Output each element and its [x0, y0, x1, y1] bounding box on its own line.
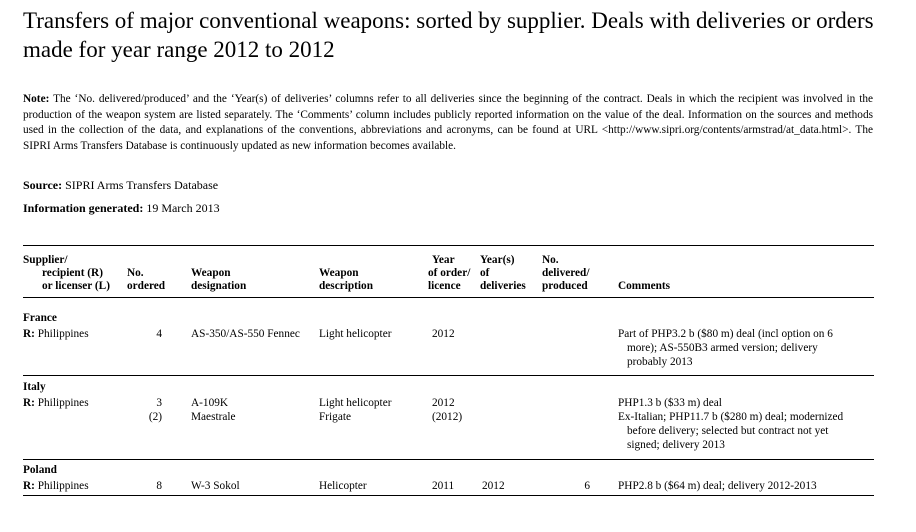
comment-line: signed; delivery 2013 [627, 439, 725, 451]
comment-line: Ex-Italian; PHP11.7 b ($280 m) deal; modernized [618, 411, 844, 423]
recipient-name: Philippines [37, 397, 89, 409]
no-ordered-cell: 3 [156, 397, 162, 409]
page-title: Transfers of major conventional weapons: sorted by supplier. Deals with deliveries or orders made for year range 2012 to 2012 [23, 8, 874, 62]
header-year-order-2: of order/ [428, 267, 471, 279]
comment-line: Part of PHP3.2 b ($80 m) deal (incl option on 6 [618, 328, 833, 340]
description-cell: Light helicopter [319, 328, 392, 340]
group-divider [23, 459, 874, 460]
source-line [23, 178, 218, 193]
note-text: The ‘No. delivered/produced’ and the ‘Year(s) of deliveries’ columns refer to all deliveries since the beginning of the contract. Deals in which the recipient was involved in the production of the weapon system are listed separately. The ‘Comments’ column includes publicly reported information on the value of the deal. Information on the sources and methods used in the collection of the data, and explanations of the conventions, abbreviations and acronyms, can be found at URL <http://www.sipri.org/contents/armstrad/at_data.html>. The SIPRI Arms Transfers Database is continuously updated as new information becomes available. [23, 93, 873, 152]
recipient-name: Philippines [37, 328, 89, 340]
recipient-prefix: R: [23, 328, 35, 340]
designation-cell: Maestrale [191, 411, 236, 423]
header-no-ordered-2: ordered [127, 280, 166, 292]
comment-line: PHP1.3 b ($33 m) deal [618, 397, 722, 409]
header-weapon-description-2: description [319, 280, 373, 292]
generated-text: 19 March 2013 [146, 201, 220, 215]
years-deliveries-cell: 2012 [482, 480, 505, 492]
source-text: SIPRI Arms Transfers Database [65, 178, 219, 192]
recipient-cell [23, 327, 89, 341]
comment-line: more); AS-550B3 armed version; delivery [627, 342, 818, 354]
comments-cell [618, 479, 868, 493]
recipient-name: Philippines [37, 480, 89, 492]
no-delivered-cell: 6 [584, 480, 590, 492]
description-cell: Frigate [319, 411, 351, 423]
note-paragraph [23, 92, 873, 154]
year-order-cell: 2012 [432, 328, 455, 340]
recipient-cell [23, 479, 89, 493]
comments-cell [618, 410, 868, 452]
comment-line: probably 2013 [627, 356, 693, 368]
header-no-ordered-1: No. [127, 267, 144, 279]
table-top-rule [23, 245, 874, 246]
recipient-prefix: R: [23, 480, 35, 492]
group-divider [23, 375, 874, 376]
no-ordered-cell: 4 [156, 328, 162, 340]
designation-cell: A-109K [191, 397, 229, 409]
header-years-deliveries-1: Year(s) [480, 254, 515, 266]
supplier-name: Italy [23, 381, 46, 393]
supplier-name: France [23, 312, 57, 324]
header-year-order-1: Year [432, 254, 455, 266]
header-weapon-designation-1: Weapon [191, 267, 231, 279]
no-ordered-cell: (2) [148, 411, 162, 423]
recipient-prefix: R: [23, 397, 35, 409]
year-order-cell: 2011 [432, 480, 455, 492]
description-cell: Light helicopter [319, 397, 392, 409]
comment-line: before delivery; selected but contract not yet [627, 425, 829, 437]
header-comments: Comments [618, 280, 671, 292]
header-bottom-rule [23, 297, 874, 298]
generated-label: Information generated: [23, 201, 144, 215]
year-order-cell: (2012) [432, 411, 463, 423]
designation-cell: AS-350/AS-550 Fennec [191, 328, 300, 340]
table-bottom-rule [23, 495, 874, 496]
header-no-delivered-3: produced [542, 280, 588, 292]
no-ordered-cell: 8 [156, 480, 162, 492]
generated-line [23, 201, 220, 216]
header-supplier-1: Supplier/ [23, 254, 68, 266]
header-supplier-2: recipient (R) [42, 267, 103, 279]
comments-cell [618, 327, 868, 369]
header-years-deliveries-3: deliveries [480, 280, 526, 292]
supplier-name: Poland [23, 464, 57, 476]
header-year-order-3: licence [428, 280, 461, 292]
designation-cell: W-3 Sokol [191, 480, 240, 492]
header-no-delivered-2: delivered/ [542, 267, 590, 279]
source-label: Source: [23, 178, 63, 192]
header-weapon-designation-2: designation [191, 280, 247, 292]
comment-line: PHP2.8 b ($64 m) deal; delivery 2012-2013 [618, 480, 817, 492]
header-supplier-3: or licenser (L) [42, 280, 110, 292]
header-years-deliveries-2: of [480, 267, 490, 279]
note-label: Note: [23, 93, 50, 105]
description-cell: Helicopter [319, 480, 367, 492]
header-no-delivered-1: No. [542, 254, 559, 266]
recipient-cell [23, 396, 89, 410]
header-weapon-description-1: Weapon [319, 267, 359, 279]
year-order-cell: 2012 [432, 397, 455, 409]
comments-cell [618, 396, 868, 410]
